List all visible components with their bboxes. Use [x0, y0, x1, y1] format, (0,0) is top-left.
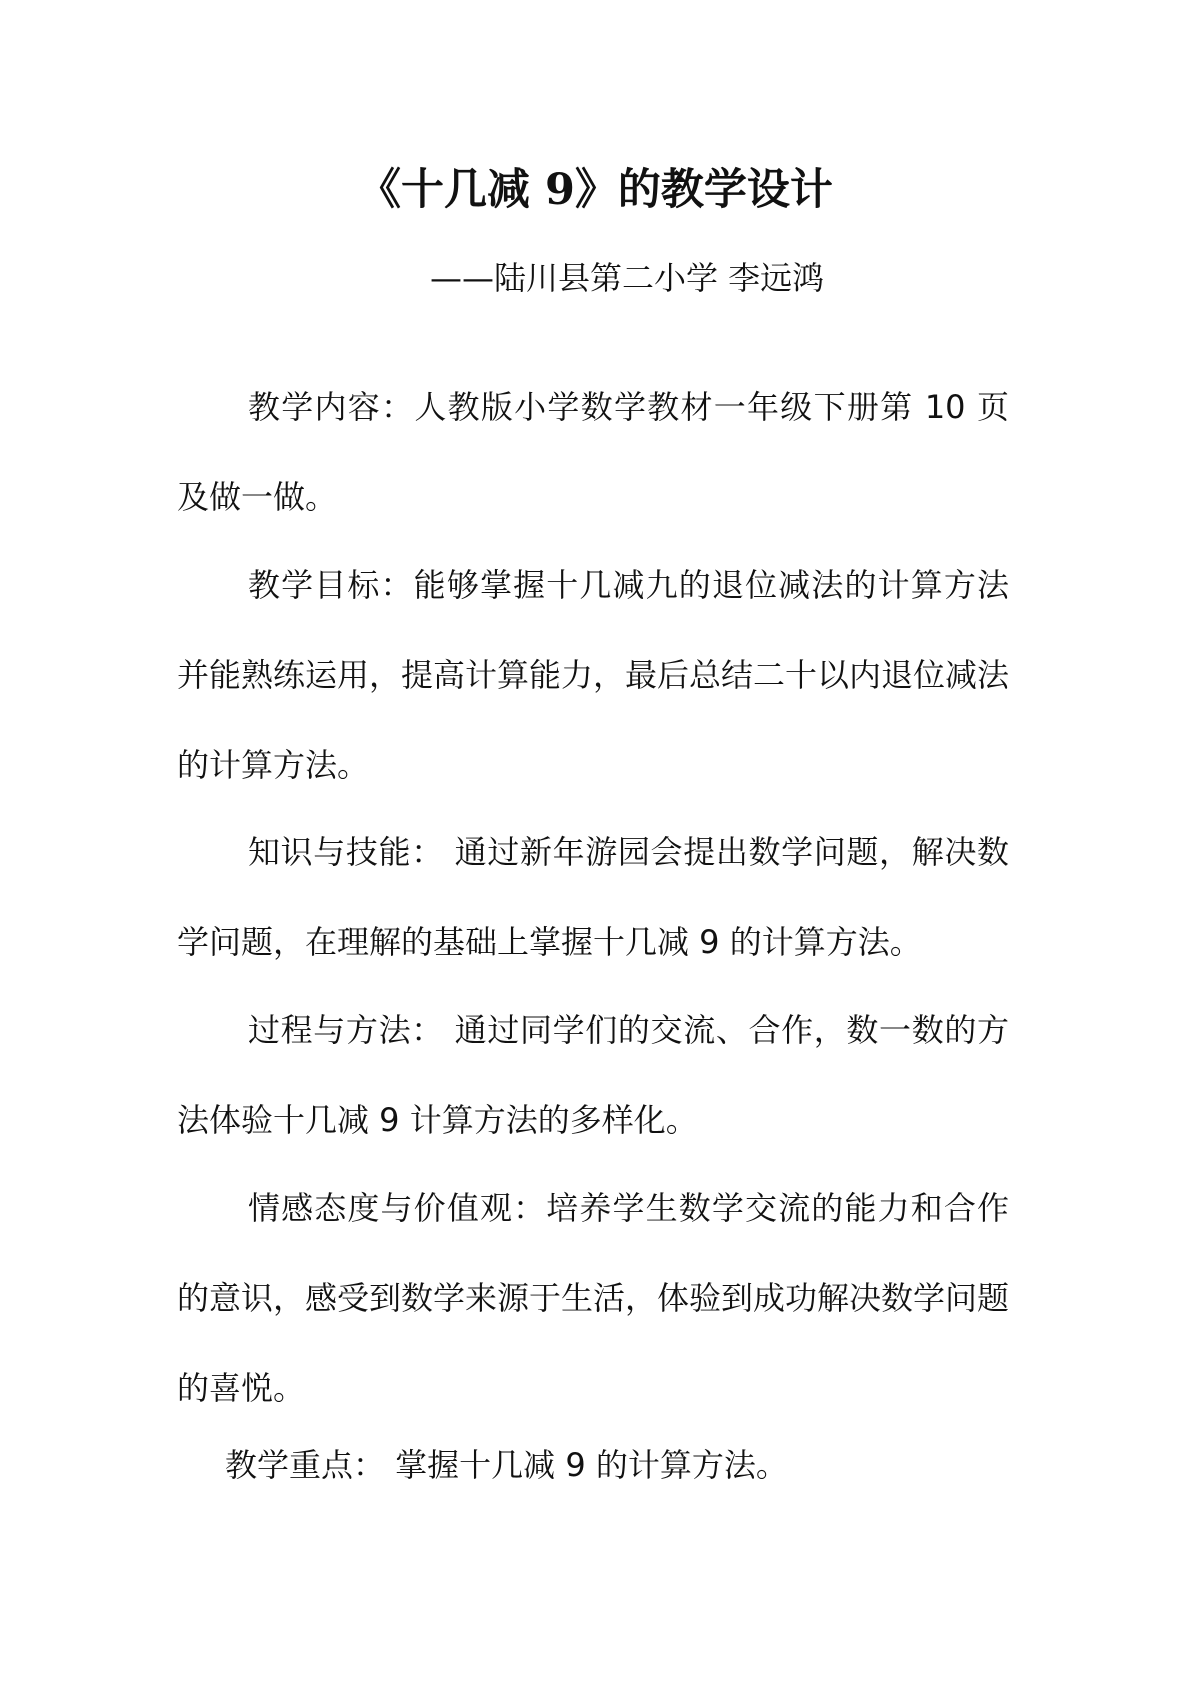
- document-title: 《十几减 9》的教学设计: [358, 165, 833, 215]
- paragraph-teaching-goals: 教学目标：能够掌握十几减九的退位减法的计算方法并能熟练运用，提高计算能力，最后总结二十以内退位减法的计算方法。: [177, 566, 1010, 784]
- author-line: ——陆川县第二小学 李远鸿: [430, 259, 825, 297]
- paragraph-teaching-content: 教学内容：人教版小学数学教材一年级下册第 10 页及做一做。: [177, 388, 1009, 516]
- paragraph-emotion-values: 情感态度与价值观：培养学生数学交流的能力和合作的意识，感受到数学来源于生活，体验到成功解决数学问题的喜悦。: [177, 1189, 1010, 1407]
- paragraph-process-methods: 过程与方法： 通过同学们的交流、合作，数一数的方法体验十几减 9 计算方法的多样化。: [177, 1011, 1009, 1139]
- paragraph-knowledge-skills: 知识与技能： 通过新年游园会提出数学问题，解决数学问题，在理解的基础上掌握十几减 9 的计算方法。: [177, 833, 1009, 961]
- paragraph-teaching-focus: 教学重点： 掌握十几减 9 的计算方法。: [225, 1446, 788, 1484]
